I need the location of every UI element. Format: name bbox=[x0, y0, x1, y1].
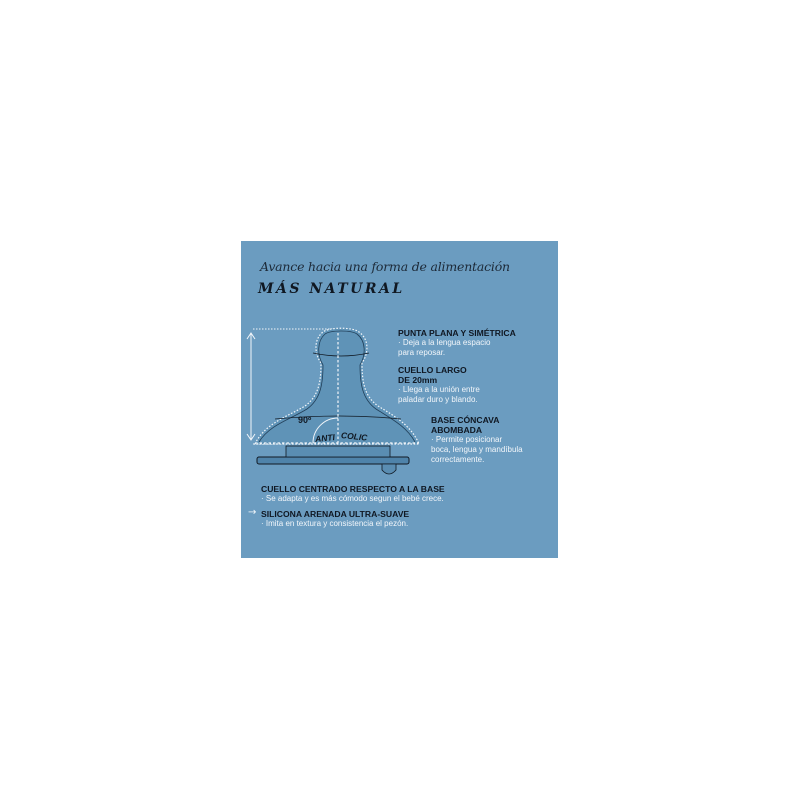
feature-title: CUELLO LARGO DE 20mm bbox=[398, 365, 467, 385]
brand-mark-right: COLIC bbox=[340, 429, 368, 443]
feature-title: CUELLO CENTRADO RESPECTO A LA BASE bbox=[261, 484, 445, 494]
feature-description: · Deja a la lengua espacio para reposar. bbox=[398, 338, 491, 357]
arrow-right-icon: → bbox=[248, 507, 257, 518]
nipple-base-disc bbox=[257, 457, 409, 464]
nipple-silhouette bbox=[255, 328, 419, 444]
brand-mark-left: ANTI bbox=[314, 431, 336, 445]
height-arrow-icon bbox=[247, 333, 255, 440]
feature-sandblasted-silicone bbox=[261, 509, 409, 529]
feature-centered-neck bbox=[261, 484, 445, 504]
nipple-base-ring bbox=[286, 446, 390, 457]
angle-label: 90º bbox=[298, 415, 312, 425]
feature-title: PUNTA PLANA Y SIMÉTRICA bbox=[398, 328, 516, 338]
feature-flat-tip bbox=[398, 328, 516, 358]
feature-long-neck bbox=[398, 365, 480, 405]
valve-bump bbox=[382, 464, 396, 474]
headline-text: Avance hacia una forma de alimentación bbox=[260, 259, 510, 274]
feature-description: · Imita en textura y consistencia el pezón. bbox=[261, 519, 409, 528]
feature-description: · Se adapta y es más cómodo segun el bebé crece. bbox=[261, 494, 444, 503]
feature-description: · Llega a la unión entre paladar duro y blando. bbox=[398, 385, 480, 404]
headline-emphasis: MÁS NATURAL bbox=[258, 281, 405, 297]
feature-description: · Permite posicionar boca, lengua y mandíbula correctamente. bbox=[431, 435, 523, 464]
info-panel bbox=[241, 241, 558, 558]
feature-title: SILICONA ARENADA ULTRA-SUAVE bbox=[261, 509, 410, 519]
feature-title: BASE CÓNCAVA ABOMBADA bbox=[431, 415, 500, 435]
feature-concave-base bbox=[431, 415, 523, 465]
